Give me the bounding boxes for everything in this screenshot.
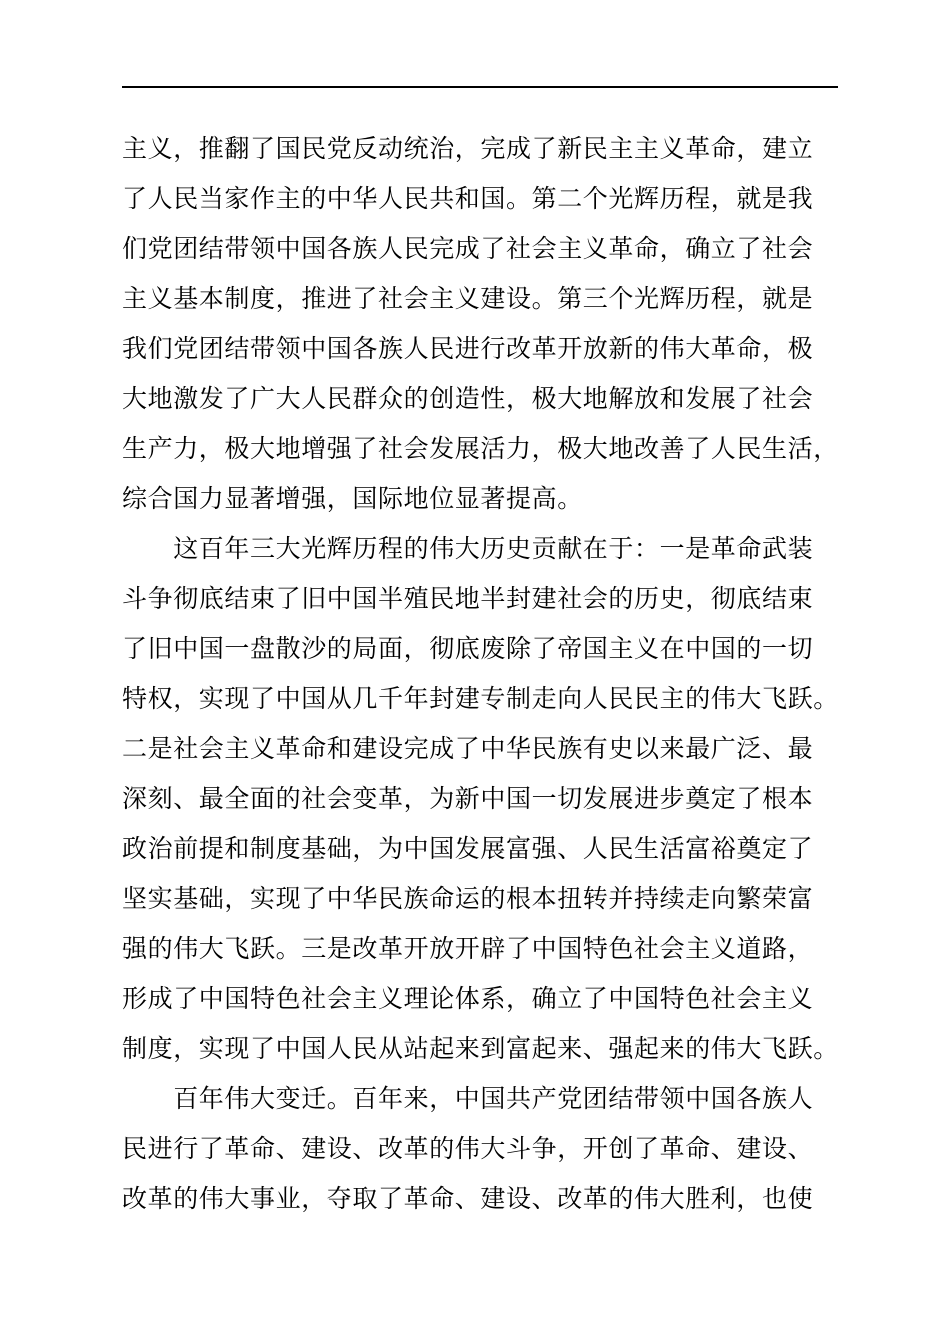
header-rule (122, 86, 838, 88)
text-line: 主义，推翻了国民党反动统治，完成了新民主主义革命，建立 (122, 134, 814, 163)
text-line: 政治前提和制度基础，为中国发展富强、人民生活富裕奠定了 (122, 834, 814, 863)
text-line: 主义基本制度，推进了社会主义建设。第三个光辉历程，就是 (122, 284, 814, 313)
text-line: 们党团结带领中国各族人民完成了社会主义革命，确立了社会 (122, 234, 814, 263)
text-line: 我们党团结带领中国各族人民进行改革开放新的伟大革命，极 (122, 334, 814, 363)
text-line: 民进行了革命、建设、改革的伟大斗争，开创了革命、建设、 (122, 1134, 814, 1163)
text-line: 强的伟大飞跃。三是改革开放开辟了中国特色社会主义道路， (122, 934, 814, 963)
text-line: 了人民当家作主的中华人民共和国。第二个光辉历程，就是我 (122, 184, 814, 213)
text-line: 改革的伟大事业，夺取了革命、建设、改革的伟大胜利，也使 (122, 1184, 814, 1213)
text-line: 二是社会主义革命和建设完成了中华民族有史以来最广泛、最 (122, 734, 814, 763)
text-line: 百年伟大变迁。百年来，中国共产党团结带领中国各族人 (122, 1084, 814, 1113)
text-line: 制度，实现了中国人民从站起来到富起来、强起来的伟大飞跃。 (122, 1034, 839, 1063)
text-line: 坚实基础，实现了中华民族命运的根本扭转并持续走向繁荣富 (122, 884, 814, 913)
document-body (122, 124, 862, 1224)
text-line: 大地激发了广大人民群众的创造性，极大地解放和发展了社会 (122, 384, 814, 413)
text-line: 生产力，极大地增强了社会发展活力，极大地改善了人民生活， (122, 434, 839, 463)
text-line: 深刻、最全面的社会变革，为新中国一切发展进步奠定了根本 (122, 784, 814, 813)
text-line: 斗争彻底结束了旧中国半殖民地半封建社会的历史，彻底结束 (122, 584, 814, 613)
text-line: 形成了中国特色社会主义理论体系，确立了中国特色社会主义 (122, 984, 814, 1013)
text-line: 这百年三大光辉历程的伟大历史贡献在于：一是革命武装 (122, 534, 814, 563)
text-line: 特权，实现了中国从几千年封建专制走向人民民主的伟大飞跃。 (122, 684, 839, 713)
text-line: 了旧中国一盘散沙的局面，彻底废除了帝国主义在中国的一切 (122, 634, 814, 663)
text-line: 综合国力显著增强，国际地位显著提高。 (122, 484, 583, 513)
